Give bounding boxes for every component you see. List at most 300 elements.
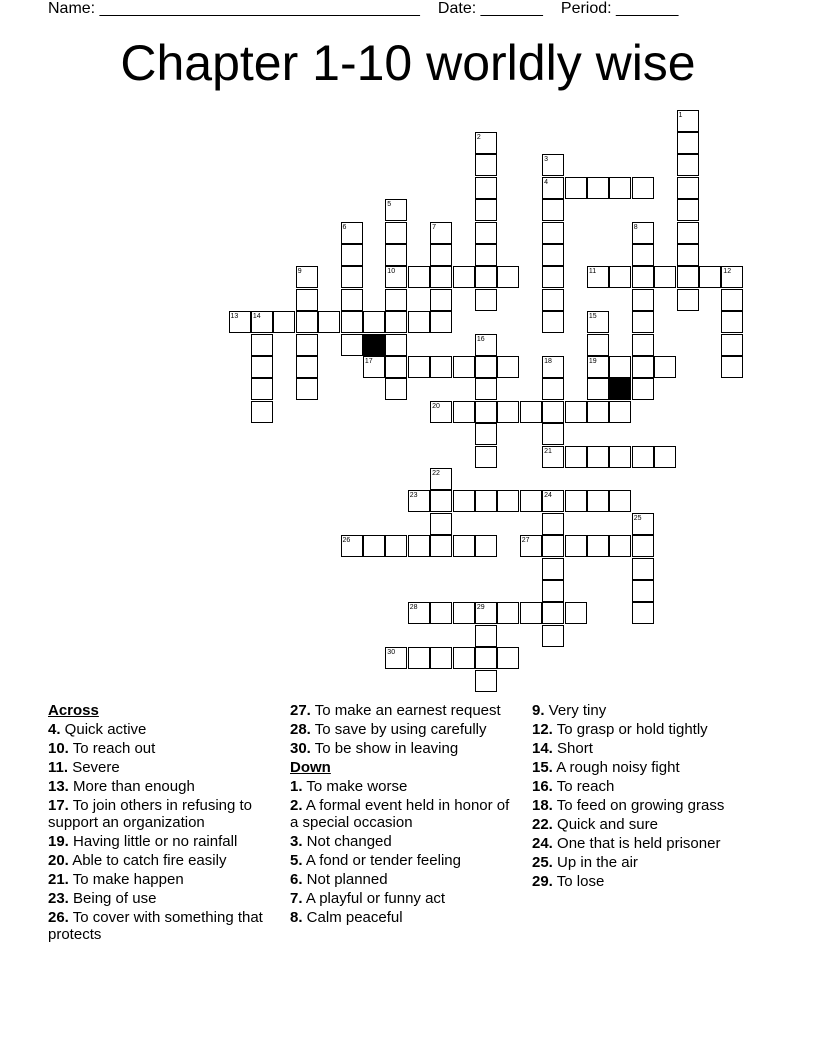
clue-number: 4 — [544, 178, 548, 186]
down-clue — [532, 740, 772, 757]
grid-cell[interactable] — [542, 490, 564, 512]
grid-cell[interactable] — [542, 289, 564, 311]
grid-cell[interactable] — [341, 334, 363, 356]
grid-cell[interactable] — [542, 199, 564, 221]
grid-cell[interactable] — [609, 535, 631, 557]
grid-cell[interactable] — [542, 401, 564, 423]
grid-cell[interactable] — [632, 244, 654, 266]
grid-cell[interactable] — [677, 132, 699, 154]
grid-cell[interactable] — [565, 602, 587, 624]
grid-cell[interactable] — [677, 177, 699, 199]
grid-cell[interactable] — [721, 289, 743, 311]
clue-number: 13 — [230, 313, 239, 321]
grid-cell[interactable] — [587, 401, 609, 423]
grid-cell[interactable] — [341, 289, 363, 311]
grid-cell[interactable] — [632, 378, 654, 400]
across-clue — [48, 871, 273, 888]
grid-cell[interactable] — [632, 580, 654, 602]
grid-cell[interactable] — [363, 535, 385, 557]
clue-text: To reach — [552, 778, 615, 795]
clue-text: To grasp or hold tightly — [552, 721, 708, 738]
clue-number: 22 — [432, 469, 440, 477]
clue-number: 23 — [409, 492, 418, 500]
grid-cell[interactable] — [341, 244, 363, 266]
grid-cell[interactable] — [341, 311, 363, 333]
grid-cell[interactable] — [296, 334, 318, 356]
clue-number: 19 — [588, 357, 597, 365]
clue-number: 9 — [297, 268, 302, 276]
grid-cell[interactable] — [385, 311, 407, 333]
across-clue — [48, 778, 273, 795]
clue-text: Quick and sure — [552, 816, 658, 833]
across-clue — [290, 702, 515, 719]
clue-number-label: 8. — [290, 909, 303, 926]
grid-cell[interactable] — [542, 558, 564, 580]
grid-cell[interactable] — [497, 266, 519, 288]
clue-text: To feed on growing grass — [552, 797, 725, 814]
grid-cell[interactable] — [453, 490, 475, 512]
page-title: Chapter 1-10 worldly wise — [120, 35, 696, 91]
clue-column-1 — [48, 702, 273, 945]
clue-text: More than enough — [68, 778, 195, 795]
grid-cell[interactable] — [632, 222, 654, 244]
clue-number-label: 1. — [290, 778, 303, 795]
grid-cell[interactable] — [453, 356, 475, 378]
grid-cell[interactable] — [721, 334, 743, 356]
clue-number: 18 — [544, 357, 552, 365]
grid-cell[interactable] — [632, 177, 654, 199]
grid-cell[interactable] — [430, 490, 452, 512]
grid-cell[interactable] — [632, 558, 654, 580]
grid-cell[interactable] — [430, 468, 452, 490]
down-clue — [532, 835, 772, 852]
grid-cell[interactable] — [542, 625, 564, 647]
grid-cell[interactable] — [542, 423, 564, 445]
grid-cell[interactable] — [475, 378, 497, 400]
clue-text: Calm peaceful — [302, 909, 403, 926]
clue-text: Not planned — [302, 871, 388, 888]
grid-cell[interactable] — [609, 446, 631, 468]
grid-cell[interactable] — [385, 199, 407, 221]
down-clue — [532, 854, 772, 871]
grid-cell[interactable] — [677, 244, 699, 266]
clue-text: To make worse — [302, 778, 408, 795]
grid-cell[interactable] — [296, 356, 318, 378]
grid-cell[interactable] — [542, 580, 564, 602]
grid-cell[interactable] — [542, 177, 564, 199]
down-clue — [532, 816, 772, 833]
down-clue — [290, 778, 515, 795]
grid-cell[interactable] — [385, 266, 407, 288]
clue-text: To reach out — [68, 740, 156, 757]
grid-cell[interactable] — [475, 266, 497, 288]
grid-cell[interactable] — [296, 289, 318, 311]
clue-number-label: 19. — [48, 833, 69, 850]
grid-cell[interactable] — [453, 401, 475, 423]
grid-cell[interactable] — [341, 222, 363, 244]
clue-text: Quick active — [60, 721, 147, 738]
clue-number: 27 — [521, 537, 530, 545]
grid-cell[interactable] — [475, 490, 497, 512]
clue-number-label: 4. — [48, 721, 61, 738]
clue-number-label: 17. — [48, 797, 69, 814]
grid-cell[interactable] — [475, 535, 497, 557]
down-clue — [532, 797, 772, 814]
grid-cell[interactable] — [430, 647, 452, 669]
clue-number: 17 — [364, 357, 373, 365]
down-clue — [290, 852, 515, 869]
grid-cell[interactable] — [565, 490, 587, 512]
clue-number-label: 20. — [48, 852, 69, 869]
grid-cell[interactable] — [542, 446, 564, 468]
grid-cell[interactable] — [475, 199, 497, 221]
clue-number: 3 — [544, 156, 548, 164]
clue-number-label: 18. — [532, 797, 553, 814]
clue-number: 8 — [633, 223, 638, 231]
clue-text: To be show in leaving — [310, 740, 459, 757]
grid-cell[interactable] — [542, 154, 564, 176]
grid-cell[interactable] — [430, 513, 452, 535]
grid-cell[interactable] — [475, 401, 497, 423]
grid-cell[interactable] — [385, 244, 407, 266]
across-clue — [48, 909, 273, 943]
clue-number-label: 7. — [290, 890, 303, 907]
grid-cell[interactable] — [542, 266, 564, 288]
clue-text: Being of use — [68, 890, 157, 907]
grid-cell[interactable] — [475, 423, 497, 445]
grid-cell[interactable] — [475, 177, 497, 199]
grid-cell[interactable] — [565, 177, 587, 199]
clue-text: To save by using carefully — [310, 721, 487, 738]
clue-number: 1 — [678, 111, 683, 119]
clue-text: Having little or no rainfall — [68, 833, 238, 850]
grid-cell[interactable] — [654, 356, 676, 378]
grid-cell[interactable] — [609, 356, 631, 378]
clue-number: 20 — [432, 402, 440, 410]
clue-text: A fond or tender feeling — [302, 852, 461, 869]
clue-number: 10 — [387, 268, 396, 276]
grid-cell[interactable] — [385, 647, 407, 669]
black-square — [609, 378, 631, 400]
grid-cell[interactable] — [475, 670, 497, 692]
clue-column-2 — [290, 702, 515, 928]
clue-number-label: 13. — [48, 778, 69, 795]
clue-number-label: 10. — [48, 740, 69, 757]
grid-cell[interactable] — [385, 535, 407, 557]
across-clue — [48, 740, 273, 757]
grid-cell[interactable] — [587, 311, 609, 333]
grid-cell[interactable] — [587, 535, 609, 557]
grid-cell[interactable] — [497, 356, 519, 378]
grid-cell[interactable] — [565, 446, 587, 468]
down-clue — [290, 890, 515, 907]
grid-cell[interactable] — [632, 446, 654, 468]
grid-cell[interactable] — [385, 222, 407, 244]
grid-cell[interactable] — [587, 266, 609, 288]
clue-number-label: 3. — [290, 833, 303, 850]
grid-cell[interactable] — [542, 535, 564, 557]
grid-cell[interactable] — [497, 602, 519, 624]
grid-cell[interactable] — [632, 334, 654, 356]
grid-cell[interactable] — [408, 535, 430, 557]
clue-text: A rough noisy fight — [552, 759, 680, 776]
grid-cell[interactable] — [430, 266, 452, 288]
clue-number-label: 14. — [532, 740, 553, 757]
date-field[interactable]: Date: _______ — [437, 0, 543, 17]
grid-cell[interactable] — [430, 289, 452, 311]
grid-cell[interactable] — [453, 266, 475, 288]
grid-cell[interactable] — [475, 334, 497, 356]
clue-number: 21 — [544, 447, 552, 455]
across-clue — [290, 740, 515, 757]
clue-text: A formal event held in honor of a special occasion — [290, 797, 510, 831]
grid-cell[interactable] — [632, 266, 654, 288]
grid-cell[interactable] — [408, 647, 430, 669]
grid-cell[interactable] — [609, 490, 631, 512]
clue-number-label: 29. — [532, 873, 553, 890]
clue-text: Up in the air — [552, 854, 638, 871]
grid-cell[interactable] — [318, 311, 340, 333]
down-clue — [290, 871, 515, 888]
clue-number-label: 15. — [532, 759, 553, 776]
grid-cell[interactable] — [475, 244, 497, 266]
grid-cell[interactable] — [520, 401, 542, 423]
grid-cell[interactable] — [363, 311, 385, 333]
clue-number: 26 — [342, 537, 351, 545]
clue-number-label: 21. — [48, 871, 69, 888]
clue-text: To cover with something that protects — [48, 909, 263, 943]
grid-cell[interactable] — [453, 535, 475, 557]
clue-number: 29 — [476, 604, 485, 612]
grid-cell[interactable] — [632, 311, 654, 333]
grid-cell[interactable] — [542, 356, 564, 378]
grid-cell[interactable] — [251, 311, 273, 333]
down-clue — [290, 797, 515, 831]
across-clue — [290, 721, 515, 738]
down-clue-list-1 — [290, 778, 515, 926]
down-clue — [532, 873, 772, 890]
clue-text: To make an earnest request — [310, 702, 501, 719]
clue-number-label: 24. — [532, 835, 553, 852]
clue-number-label: 2. — [290, 797, 303, 814]
down-clue-list-2 — [532, 702, 772, 890]
grid-cell[interactable] — [408, 490, 430, 512]
grid-cell[interactable] — [497, 401, 519, 423]
grid-cell[interactable] — [430, 535, 452, 557]
grid-cell[interactable] — [677, 222, 699, 244]
grid-cell[interactable] — [632, 356, 654, 378]
clue-number-label: 27. — [290, 702, 311, 719]
grid-cell[interactable] — [587, 378, 609, 400]
grid-cell[interactable] — [587, 356, 609, 378]
clue-text: One that is held prisoner — [552, 835, 721, 852]
grid-cell[interactable] — [296, 266, 318, 288]
across-clue-list-1 — [48, 721, 273, 943]
grid-cell[interactable] — [385, 356, 407, 378]
clue-text: Severe — [68, 759, 120, 776]
grid-cell[interactable] — [654, 446, 676, 468]
grid-cell[interactable] — [542, 222, 564, 244]
clue-number-label: 5. — [290, 852, 303, 869]
grid-cell[interactable] — [632, 535, 654, 557]
clue-text: To make happen — [68, 871, 184, 888]
clue-number-label: 28. — [290, 721, 311, 738]
grid-cell[interactable] — [520, 535, 542, 557]
clue-number-label: 16. — [532, 778, 553, 795]
grid-cell[interactable] — [341, 535, 363, 557]
grid-cell[interactable] — [475, 289, 497, 311]
grid-cell[interactable] — [475, 647, 497, 669]
clue-number: 5 — [387, 201, 392, 209]
clue-number: 25 — [633, 514, 642, 522]
clue-text: Not changed — [302, 833, 392, 850]
clue-number-label: 22. — [532, 816, 553, 833]
clue-number-label: 23. — [48, 890, 69, 907]
grid-cell[interactable] — [677, 110, 699, 132]
grid-cell[interactable] — [251, 356, 273, 378]
grid-cell[interactable] — [632, 289, 654, 311]
clue-text: A playful or funny act — [302, 890, 446, 907]
clue-text: Able to catch fire easily — [68, 852, 227, 869]
clue-text: Short — [552, 740, 593, 757]
period-field[interactable]: Period: _______ — [560, 0, 679, 17]
clue-number-label: 26. — [48, 909, 69, 926]
down-clue — [290, 909, 515, 926]
grid-cell[interactable] — [542, 311, 564, 333]
grid-cell[interactable] — [475, 625, 497, 647]
grid-cell[interactable] — [677, 199, 699, 221]
down-clue — [532, 702, 772, 719]
grid-cell[interactable] — [430, 244, 452, 266]
grid-cell[interactable] — [632, 513, 654, 535]
grid-cell[interactable] — [453, 602, 475, 624]
grid-cell[interactable] — [721, 356, 743, 378]
grid-cell[interactable] — [542, 378, 564, 400]
grid-cell[interactable] — [408, 311, 430, 333]
grid-cell[interactable] — [587, 490, 609, 512]
clue-text: Very tiny — [544, 702, 607, 719]
name-field[interactable]: Name: ____________________________________ — [48, 0, 420, 17]
grid-cell[interactable] — [430, 401, 452, 423]
grid-cell[interactable] — [609, 401, 631, 423]
clue-column-3 — [532, 702, 772, 892]
grid-cell[interactable] — [721, 266, 743, 288]
clue-number: 16 — [476, 335, 485, 343]
clue-number-label: 9. — [532, 702, 545, 719]
grid-cell[interactable] — [542, 602, 564, 624]
grid-cell[interactable] — [721, 311, 743, 333]
grid-cell[interactable] — [677, 289, 699, 311]
grid-cell[interactable] — [654, 266, 676, 288]
clue-number: 7 — [432, 223, 436, 231]
clue-number: 14 — [252, 313, 261, 321]
across-clue — [48, 890, 273, 907]
across-clue — [48, 852, 273, 869]
grid-cell[interactable] — [542, 513, 564, 535]
grid-cell[interactable] — [430, 311, 452, 333]
grid-cell[interactable] — [587, 446, 609, 468]
grid-cell[interactable] — [565, 401, 587, 423]
grid-cell[interactable] — [587, 334, 609, 356]
down-clue — [532, 759, 772, 776]
grid-cell[interactable] — [273, 311, 295, 333]
grid-cell[interactable] — [251, 378, 273, 400]
grid-cell[interactable] — [699, 266, 721, 288]
down-clue — [532, 778, 772, 795]
grid-cell[interactable] — [363, 356, 385, 378]
clue-text: To lose — [552, 873, 605, 890]
grid-cell[interactable] — [408, 356, 430, 378]
grid-cell[interactable] — [408, 602, 430, 624]
grid-cell[interactable] — [385, 378, 407, 400]
grid-cell[interactable] — [677, 266, 699, 288]
grid-cell[interactable] — [565, 535, 587, 557]
across-clue — [48, 759, 273, 776]
grid-cell[interactable] — [430, 356, 452, 378]
clue-number: 6 — [342, 223, 347, 231]
grid-cell[interactable] — [430, 602, 452, 624]
clue-number-label: 11. — [48, 759, 69, 776]
grid-cell[interactable] — [430, 222, 452, 244]
down-heading: Down — [290, 759, 331, 776]
grid-cell[interactable] — [475, 446, 497, 468]
grid-cell[interactable] — [632, 602, 654, 624]
clue-number-label: 25. — [532, 854, 553, 871]
down-clue — [532, 721, 772, 738]
grid-cell[interactable] — [475, 356, 497, 378]
clue-number: 12 — [723, 268, 732, 276]
down-clue — [290, 833, 515, 850]
grid-cell[interactable] — [475, 602, 497, 624]
across-clue-list-2 — [290, 702, 515, 757]
clue-number: 15 — [588, 313, 597, 321]
clue-number: 2 — [476, 133, 481, 141]
grid-cell[interactable] — [385, 334, 407, 356]
grid-cell[interactable] — [251, 401, 273, 423]
grid-cell[interactable] — [475, 222, 497, 244]
grid-cell[interactable] — [296, 311, 318, 333]
clue-number: 24 — [544, 492, 552, 500]
grid-cell[interactable] — [453, 647, 475, 669]
grid-cell[interactable] — [408, 266, 430, 288]
grid-cell[interactable] — [542, 244, 564, 266]
grid-cell[interactable] — [475, 154, 497, 176]
grid-cell[interactable] — [385, 289, 407, 311]
black-square — [363, 334, 385, 356]
grid-cell[interactable] — [520, 602, 542, 624]
grid-cell[interactable] — [229, 311, 251, 333]
clue-number-label: 12. — [532, 721, 553, 738]
across-clue — [48, 833, 273, 850]
across-clue — [48, 797, 273, 831]
clue-number-label: 30. — [290, 740, 311, 757]
grid-cell[interactable] — [520, 490, 542, 512]
clue-number: 11 — [588, 268, 597, 276]
grid-cell[interactable] — [497, 490, 519, 512]
grid-cell[interactable] — [609, 177, 631, 199]
grid-cell[interactable] — [475, 132, 497, 154]
grid-cell[interactable] — [497, 647, 519, 669]
clue-number: 30 — [387, 649, 396, 657]
across-clue — [48, 721, 273, 738]
grid-cell[interactable] — [251, 334, 273, 356]
clue-number: 28 — [409, 604, 418, 612]
grid-cell[interactable] — [296, 378, 318, 400]
grid-cell[interactable] — [609, 266, 631, 288]
grid-cell[interactable] — [587, 177, 609, 199]
grid-cell[interactable] — [677, 154, 699, 176]
grid-cell[interactable] — [341, 266, 363, 288]
